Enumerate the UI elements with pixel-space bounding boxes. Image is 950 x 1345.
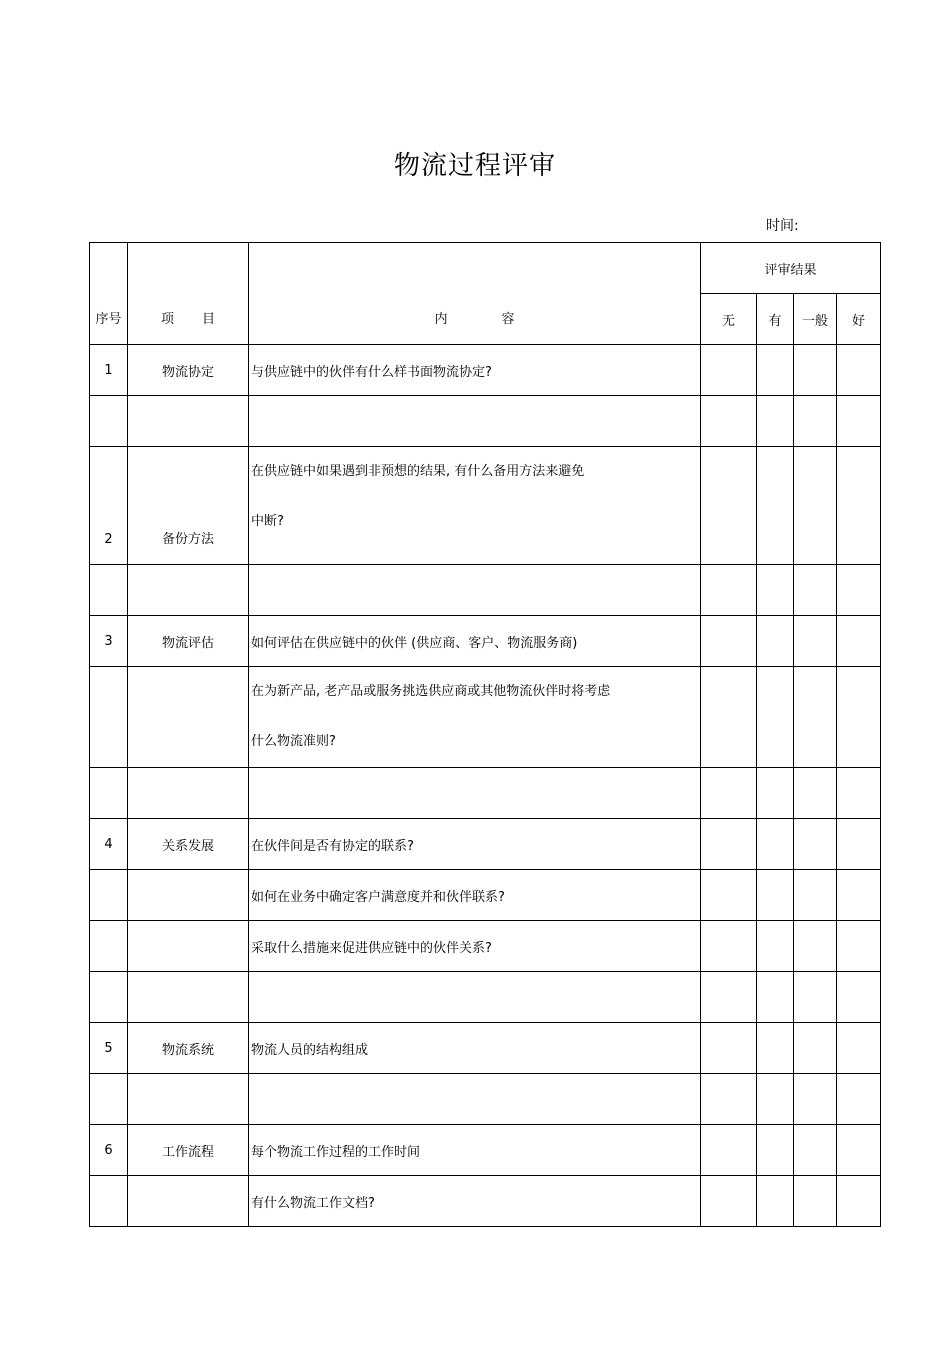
row-no: 5	[90, 1023, 128, 1074]
time-label: 时间:	[766, 218, 799, 234]
row-item: 物流系统	[128, 1023, 249, 1074]
row-content: 如何在业务中确定客户满意度并和伙伴联系?	[249, 870, 701, 921]
table-row	[90, 396, 881, 447]
table-row	[90, 1125, 881, 1176]
header-content	[249, 243, 701, 345]
row-no	[90, 565, 128, 616]
result-have-cell[interactable]	[757, 972, 794, 1023]
header-result-none: 无	[701, 294, 757, 345]
row-no	[90, 396, 128, 447]
result-none-cell[interactable]	[701, 396, 757, 447]
result-none-cell[interactable]	[701, 447, 757, 565]
row-no	[90, 972, 128, 1023]
result-none-cell[interactable]	[701, 667, 757, 768]
row-item	[128, 396, 249, 447]
row-item: 备份方法	[128, 447, 249, 565]
result-have-cell[interactable]	[757, 616, 794, 667]
result-good-cell[interactable]	[837, 565, 881, 616]
result-good-cell[interactable]	[837, 345, 881, 396]
header-result-average: 一般	[794, 294, 837, 345]
row-content	[249, 667, 701, 768]
table-row	[90, 667, 881, 768]
row-content: 物流人员的结构组成	[249, 1023, 701, 1074]
result-none-cell[interactable]	[701, 819, 757, 870]
result-average-cell[interactable]	[794, 1176, 837, 1227]
result-good-cell[interactable]	[837, 396, 881, 447]
row-content	[249, 972, 701, 1023]
result-have-cell[interactable]	[757, 768, 794, 819]
result-good-cell[interactable]	[837, 768, 881, 819]
row-content	[249, 1074, 701, 1125]
header-result: 评审结果	[701, 243, 881, 294]
result-average-cell[interactable]	[794, 921, 837, 972]
result-average-cell[interactable]	[794, 819, 837, 870]
row-no: 1	[90, 345, 128, 396]
row-item	[128, 1176, 249, 1227]
header-result-good: 好	[837, 294, 881, 345]
row-content: 与供应链中的伙伴有什么样书面物流协定?	[249, 345, 701, 396]
result-good-cell[interactable]	[837, 447, 881, 565]
row-item: 物流协定	[128, 345, 249, 396]
row-content-line2: 什么物流准则?	[251, 734, 336, 749]
result-good-cell[interactable]	[837, 1023, 881, 1074]
result-have-cell[interactable]	[757, 819, 794, 870]
row-item	[128, 565, 249, 616]
row-no	[90, 1176, 128, 1227]
header-item	[128, 243, 249, 345]
result-good-cell[interactable]	[837, 972, 881, 1023]
result-none-cell[interactable]	[701, 972, 757, 1023]
row-no: 2	[90, 447, 128, 565]
row-no	[90, 667, 128, 768]
result-average-cell[interactable]	[794, 1023, 837, 1074]
row-item: 物流评估	[128, 616, 249, 667]
row-item	[128, 1074, 249, 1125]
result-average-cell[interactable]	[794, 1074, 837, 1125]
table-row	[90, 768, 881, 819]
result-none-cell[interactable]	[701, 1125, 757, 1176]
row-no: 6	[90, 1125, 128, 1176]
result-have-cell[interactable]	[757, 1023, 794, 1074]
result-good-cell[interactable]	[837, 870, 881, 921]
row-content-line1: 在供应链中如果遇到非预想的结果, 有什么备用方法来避免	[251, 464, 585, 479]
result-average-cell[interactable]	[794, 447, 837, 565]
result-average-cell[interactable]	[794, 345, 837, 396]
result-have-cell[interactable]	[757, 345, 794, 396]
result-good-cell[interactable]	[837, 1176, 881, 1227]
row-content: 在伙伴间是否有协定的联系?	[249, 819, 701, 870]
table-row	[90, 447, 881, 565]
row-item	[128, 667, 249, 768]
result-have-cell[interactable]	[757, 396, 794, 447]
header-row-1	[90, 243, 881, 294]
result-have-cell[interactable]	[757, 667, 794, 768]
result-have-cell[interactable]	[757, 921, 794, 972]
result-good-cell[interactable]	[837, 921, 881, 972]
result-none-cell[interactable]	[701, 1023, 757, 1074]
result-good-cell[interactable]	[837, 616, 881, 667]
row-no	[90, 1074, 128, 1125]
result-none-cell[interactable]	[701, 1074, 757, 1125]
row-content: 每个物流工作过程的工作时间	[249, 1125, 701, 1176]
result-average-cell[interactable]	[794, 972, 837, 1023]
result-none-cell[interactable]	[701, 345, 757, 396]
row-content	[249, 768, 701, 819]
header-item-part1: 项	[160, 312, 174, 327]
row-item: 关系发展	[128, 819, 249, 870]
result-have-cell[interactable]	[757, 565, 794, 616]
result-none-cell[interactable]	[701, 616, 757, 667]
result-none-cell[interactable]	[701, 921, 757, 972]
row-item	[128, 972, 249, 1023]
result-none-cell[interactable]	[701, 565, 757, 616]
row-content	[249, 396, 701, 447]
header-no: 序号	[90, 243, 128, 345]
result-have-cell[interactable]	[757, 447, 794, 565]
result-none-cell[interactable]	[701, 1176, 757, 1227]
table-row	[90, 1176, 881, 1227]
page-title: 物流过程评审	[393, 151, 556, 181]
row-content	[249, 447, 701, 565]
header-content-part2: 容	[501, 312, 515, 327]
result-have-cell[interactable]	[757, 1125, 794, 1176]
table-row	[90, 921, 881, 972]
table-row	[90, 870, 881, 921]
table-row	[90, 1074, 881, 1125]
row-no	[90, 768, 128, 819]
row-content-line1: 在为新产品, 老产品或服务挑选供应商或其他物流伙伴时将考虑	[251, 684, 611, 699]
result-good-cell[interactable]	[837, 819, 881, 870]
table-row	[90, 345, 881, 396]
row-item	[128, 921, 249, 972]
result-average-cell[interactable]	[794, 1125, 837, 1176]
result-average-cell[interactable]	[794, 565, 837, 616]
header-result-have: 有	[757, 294, 794, 345]
row-item	[128, 768, 249, 819]
result-none-cell[interactable]	[701, 870, 757, 921]
result-have-cell[interactable]	[757, 1074, 794, 1125]
result-average-cell[interactable]	[794, 667, 837, 768]
header-content-part1: 内	[434, 312, 448, 327]
result-good-cell[interactable]	[837, 1125, 881, 1176]
table-row	[90, 972, 881, 1023]
review-table	[89, 242, 881, 1227]
table-row	[90, 565, 881, 616]
result-average-cell[interactable]	[794, 396, 837, 447]
result-have-cell[interactable]	[757, 870, 794, 921]
row-no: 4	[90, 819, 128, 870]
result-good-cell[interactable]	[837, 667, 881, 768]
row-item: 工作流程	[128, 1125, 249, 1176]
row-content: 如何评估在供应链中的伙伴 (供应商、客户、物流服务商)	[249, 616, 701, 667]
result-good-cell[interactable]	[837, 1074, 881, 1125]
result-average-cell[interactable]	[794, 870, 837, 921]
row-content: 采取什么措施来促进供应链中的伙伴关系?	[249, 921, 701, 972]
table-row	[90, 819, 881, 870]
row-item	[128, 870, 249, 921]
table-row	[90, 1023, 881, 1074]
row-content-line2: 中断?	[251, 514, 284, 529]
header-item-part2: 目	[202, 312, 216, 327]
row-content: 有什么物流工作文档?	[249, 1176, 701, 1227]
table-row	[90, 616, 881, 667]
result-none-cell[interactable]	[701, 768, 757, 819]
row-content	[249, 565, 701, 616]
result-have-cell[interactable]	[757, 1176, 794, 1227]
row-no	[90, 870, 128, 921]
result-average-cell[interactable]	[794, 768, 837, 819]
row-no	[90, 921, 128, 972]
row-no: 3	[90, 616, 128, 667]
result-average-cell[interactable]	[794, 616, 837, 667]
